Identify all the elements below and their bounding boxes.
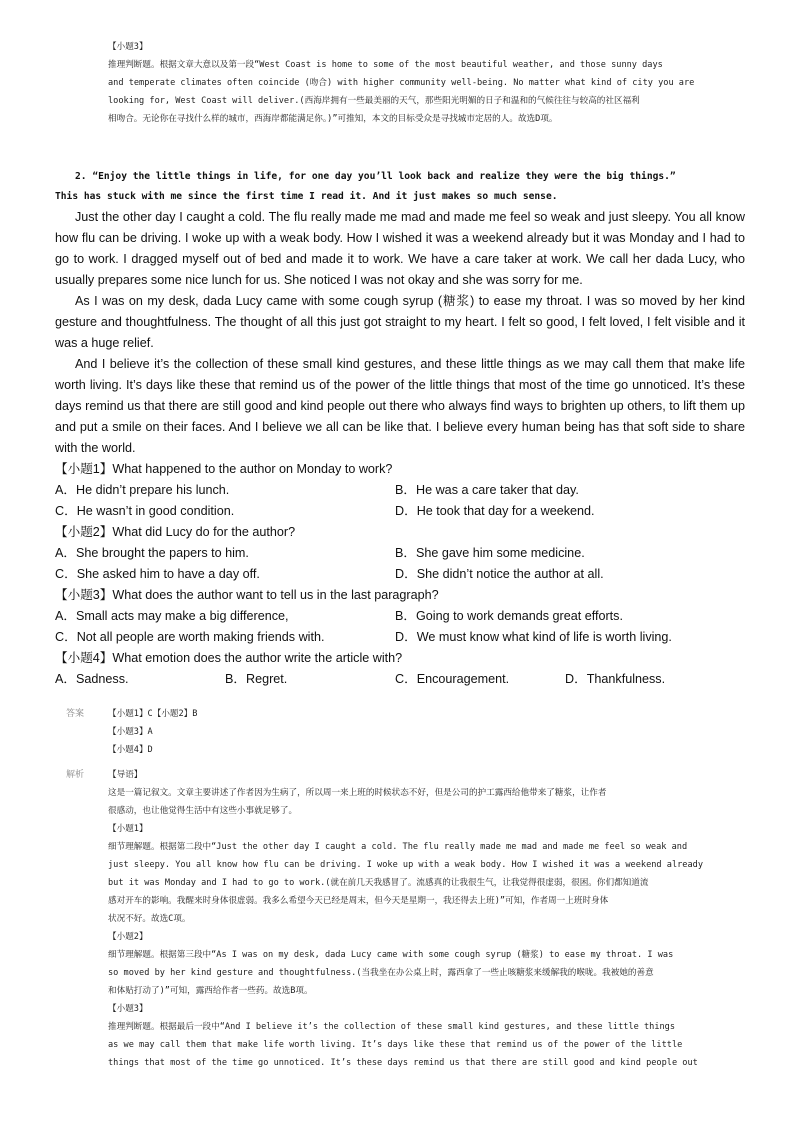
- analysis-line: and temperate climates often coincide (吻合) with higher community well-being. No matter what kind of city you are: [108, 78, 695, 88]
- option-c: C．She asked him to have a day off.: [55, 567, 260, 581]
- question-heading: [55, 167, 755, 207]
- option-a: A．Small acts may make a big difference,: [55, 609, 289, 623]
- subquestion-4-options-row: [55, 669, 745, 690]
- passage-paragraph-2: As I was on my desk, dada Lucy came with some cough syrup (糖浆) to ease my throat. I was so moved by her kind gesture and thoughtfulness. The thought of all this just got straight to my heart. I felt so good, I felt loved, I felt visible and it was a huge relief.: [55, 294, 745, 350]
- subquestion-2-options-row: [55, 564, 745, 585]
- subquestion-4-stem: 【小题4】What emotion does the author write the article with?: [55, 651, 403, 665]
- analysis-line: 【小题2】: [108, 932, 148, 942]
- subquestion-3-options-row: [55, 606, 745, 627]
- option-a: A．She brought the papers to him.: [55, 546, 249, 560]
- subquestion-1-stem: 【小题1】What happened to the author on Monday to work?: [55, 462, 393, 476]
- option-c: C．He wasn’t in good condition.: [55, 504, 235, 518]
- analysis-line: 推理判断题。根据文章大意以及第一段“West Coast is home to some of the most beautiful weather, and those sunny days: [108, 60, 663, 70]
- analysis-line: 感对开车的影响。我醒来时身体很虚弱。我多么希望今天已经是周末，但今天是星期一，我还得去上班)”可知，作者周一上班时身体: [108, 896, 609, 906]
- passage-paragraph-3: And I believe it’s the collection of these small kind gestures, and these little things as we may call them that make life worth living. It’s days like these that remind us of the power of the little things that most of the time go unnoticed. It’s these days remind us that there are still good and kind people out there who always find ways to brighten up others, to lift them up and put a smile on their faces. And I believe we all can be like that. I believe every human being has that soft side to share with the world.: [55, 357, 745, 455]
- analysis-line: things that most of the time go unnoticed. It’s these days remind us that there are still good and kind people out: [108, 1058, 698, 1068]
- subquestion-2-options-row: [55, 543, 745, 564]
- analysis-label: 解析: [66, 770, 85, 780]
- option-b: B．Going to work demands great efforts.: [395, 609, 623, 623]
- option-d: D．She didn’t notice the author at all.: [395, 567, 604, 581]
- option-b: B．Regret.: [225, 672, 288, 686]
- subquestion-1-options-row: [55, 501, 745, 522]
- analysis-line: 相吻合。无论你在寻找什么样的城市，西海岸都能满足你。)”可推知，本文的目标受众是寻找城市定居的人。故选D项。: [108, 114, 558, 124]
- option-c: C．Encouragement.: [395, 672, 510, 686]
- answer-line: 【小题3】A: [108, 727, 153, 737]
- answer-line: 【小题4】D: [108, 745, 153, 755]
- analysis-line: 细节理解题。根据第二段中“Just the other day I caught a cold. The flu really made me mad and made me feel so weak and: [108, 842, 688, 852]
- option-b: B．She gave him some medicine.: [395, 546, 585, 560]
- analysis-line: 这是一篇记叙文。文章主要讲述了作者因为生病了，所以周一来上班的时候状态不好，但是公司的护工露西给他带来了糖浆，让作者: [108, 788, 607, 798]
- analysis-line: as we may call them that make life worth living. It’s days like these that remind us of the power of the little: [108, 1040, 683, 1050]
- option-d: D．He took that day for a weekend.: [395, 504, 595, 518]
- analysis-line: 很感动，也让他觉得生活中有这些小事就足够了。: [108, 806, 298, 816]
- subquestion-3-stem: 【小题3】What does the author want to tell us in the last paragraph?: [55, 588, 439, 602]
- passage-and-questions: [55, 207, 745, 690]
- analysis-line: but it was Monday and I had to go to work.(就在前几天我感冒了。流感真的让我很生气，让我觉得很虚弱，很困。你们都知道流: [108, 878, 649, 888]
- analysis-line: looking for, West Coast will deliver.(西海岸拥有一些最美丽的天气，那些阳光明媚的日子和温和的气候往往与较高的社区福利: [108, 96, 640, 106]
- option-d: D．We must know what kind of life is worth living.: [395, 630, 672, 644]
- analysis-line: 【小题3】: [108, 1004, 148, 1014]
- analysis-line: 【小题1】: [108, 824, 148, 834]
- analysis-line: so moved by her kind gesture and thoughtfulness.(当我坐在办公桌上时，露西拿了一些止咳糖浆来缓解我的喉咙。我被她的善意: [108, 968, 654, 978]
- previous-question-analysis: [108, 38, 728, 128]
- subquestion-1-options-row: [55, 480, 745, 501]
- option-d: D．Thankfulness.: [565, 672, 666, 686]
- option-a: A．He didn’t prepare his lunch.: [55, 483, 230, 497]
- option-b: B．He was a care taker that day.: [395, 483, 579, 497]
- option-a: A．Sadness.: [55, 672, 129, 686]
- subquestion-3-options-row: [55, 627, 745, 648]
- analysis-line: 细节理解题。根据第三段中“As I was on my desk, dada Lucy came with some cough syrup (糖浆) to ease my throat. I was: [108, 950, 674, 960]
- answer-label: 答案: [66, 709, 85, 719]
- passage-paragraph-1: Just the other day I caught a cold. The flu really made me mad and made me feel so weak and just sleepy. You all know how flu can be driving. I woke up with a weak body. How I wished it was a weekend already but it was Monday and I had to go to work. I dragged myself out of bed and made it to work. We have a care taker at work. We call her dada Lucy, who usually prepares some nice lunch for us. She noticed I was not okay and she was sorry for me.: [55, 210, 745, 287]
- analysis-line: 【导语】: [108, 770, 143, 780]
- subquestion-2-stem: 【小题2】What did Lucy do for the author?: [55, 525, 296, 539]
- question-heading-line1: 2. “Enjoy the little things in life, for one day you’ll look back and realize they were the big things.”: [75, 171, 676, 182]
- question-heading-line2: This has stuck with me since the first time I read it. And it just makes so much sense.: [55, 191, 558, 202]
- analysis-line: 状况不好。故选C项。: [108, 914, 191, 924]
- answer-line: 【小题1】C【小题2】B: [108, 709, 198, 719]
- option-c: C．Not all people are worth making friends with.: [55, 630, 325, 644]
- analysis-line: 和体贴打动了)”可知，露西给作者一些药。故选B项。: [108, 986, 313, 996]
- analysis-line: just sleepy. You all know how flu can be driving. I woke up with a weak body. How I wished it was a weekend already: [108, 860, 703, 870]
- subquestion-tag: 【小题3】: [108, 42, 148, 52]
- analysis-line: 推理判断题。根据最后一段中“And I believe it’s the collection of these small kind gestures, and these little things: [108, 1022, 676, 1032]
